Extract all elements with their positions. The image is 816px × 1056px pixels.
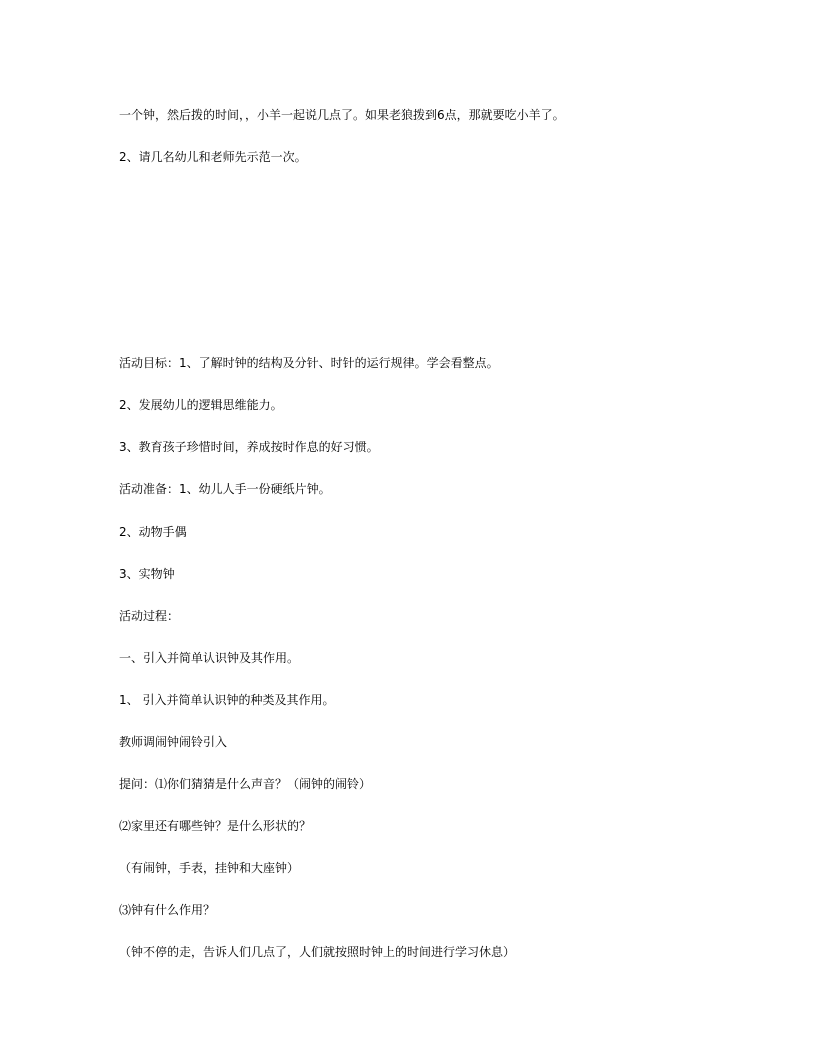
text-line: ⑵家里还有哪些钟？是什么形状的？ <box>119 819 312 833</box>
text-line: 3、实物钟 <box>119 567 175 581</box>
text-line: 2、请几名幼儿和老师先示范一次。 <box>119 150 307 164</box>
text-line: 活动目标：1、了解时钟的结构及分针、时针的运行规律。学会看整点。 <box>119 356 499 370</box>
text-line: 1、 引入并简单认识钟的种类及其作用。 <box>119 693 335 707</box>
text-line: 活动准备：1、幼儿人手一份硬纸片钟。 <box>119 482 331 496</box>
text-line: 3、教育孩子珍惜时间，养成按时作息的好习惯。 <box>119 440 379 454</box>
text-line: 2、发展幼儿的逻辑思维能力。 <box>119 398 283 412</box>
text-line: 一、引入并简单认识钟及其作用。 <box>119 651 300 665</box>
text-line: 活动过程： <box>119 609 180 623</box>
text-line: 提问：⑴你们猜猜是什么声音？（闹钟的闹铃） <box>119 777 372 791</box>
text-line: ⑶钟有什么作用？ <box>119 903 216 917</box>
text-line: 教师调闹钟闹铃引入 <box>119 735 228 749</box>
text-line: 2、动物手偶 <box>119 525 187 539</box>
text-line: （钟不停的走，告诉人们几点了，人们就按照时钟上的时间进行学习休息） <box>119 945 516 959</box>
text-line: （有闹钟，手表，挂钟和大座钟） <box>119 861 300 875</box>
text-line: 一个钟，然后拨的时间，，小羊一起说几点了。如果老狼拨到6点，那就要吃小羊了。 <box>119 108 565 122</box>
